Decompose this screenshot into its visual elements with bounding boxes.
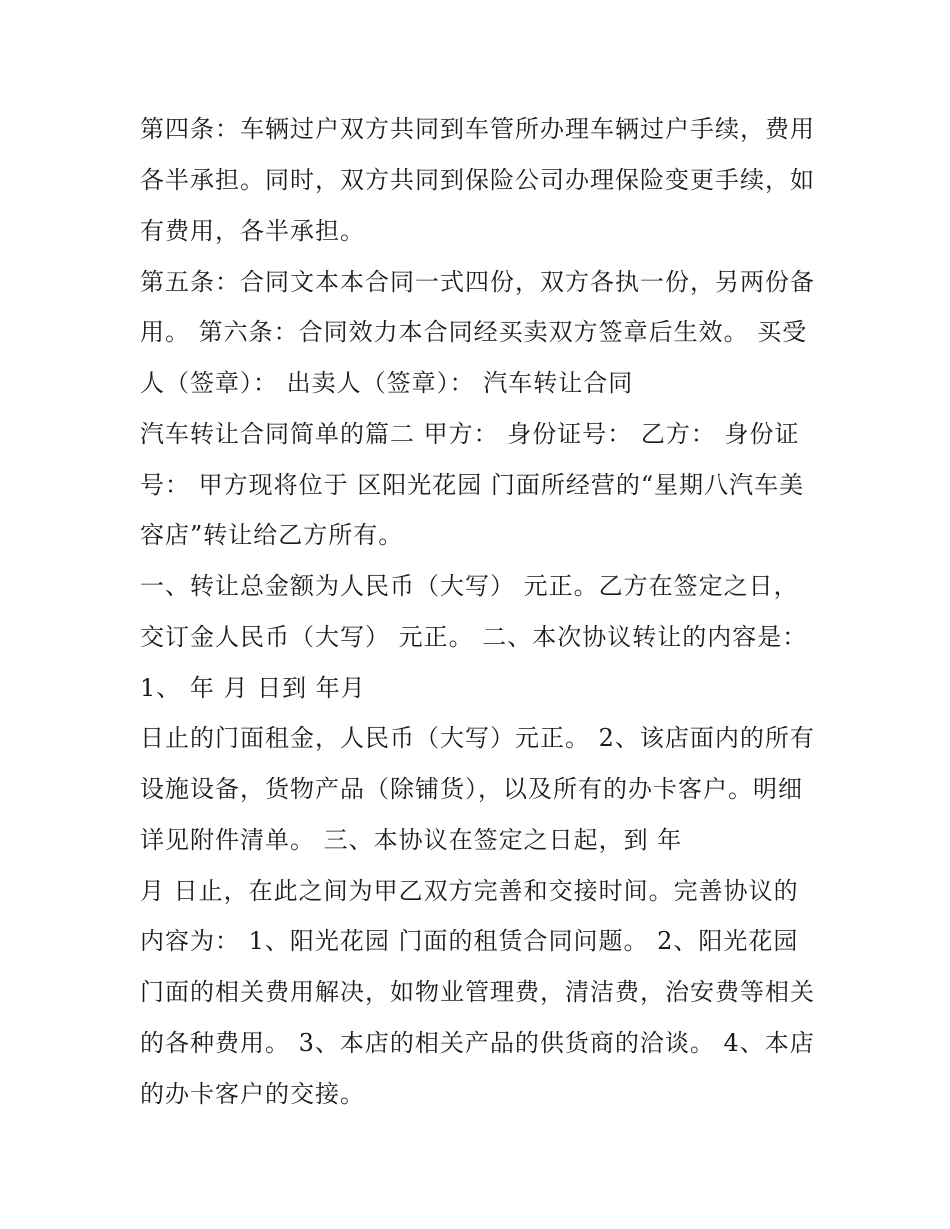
text-line: 的办卡客户的交接。: [140, 1080, 365, 1108]
text-line: 一、转让总金额为人民币（大写） 元正。乙方在签定之日，: [140, 572, 799, 600]
text-line: 日止的门面租金，人民币（大写）元正。 2、该店面内的所有: [140, 724, 815, 752]
text-line: 内容为： 1、阳光花园 门面的租赁合同问题。 2、阳光花园: [140, 927, 799, 955]
text-line: 1、 年 月 日到 年月: [140, 674, 366, 702]
text-line: 第四条：车辆过户双方共同到车管所办理车辆过户手续，费用: [140, 115, 815, 143]
text-line: 人（签章）： 出卖人（签章）： 汽车转让合同: [140, 369, 634, 397]
text-line: 设施设备，货物产品（除铺货），以及所有的办卡客户。明细: [140, 775, 803, 803]
text-line: 有费用，各半承担。: [140, 217, 365, 245]
text-line: 汽车转让合同简单的篇二 甲方： 身份证号： 乙方： 身份证: [140, 420, 800, 448]
text-line: 号： 甲方现将位于 区阳光花园 门面所经营的“星期八汽车美: [140, 471, 805, 499]
text-line: 的各种费用。 3、本店的相关产品的供货商的洽谈。 4、本店: [140, 1029, 815, 1057]
text-line: 各半承担。同时，双方共同到保险公司办理保险变更手续，如: [140, 166, 815, 194]
text-line: 详见附件清单。 三、本协议在签定之日起，到 年: [140, 826, 683, 854]
text-line: 用。 第六条：合同效力本合同经买卖双方签章后生效。 买受: [140, 318, 808, 346]
text-line: 门面的相关费用解决，如物业管理费，清洁费，治安费等相关: [140, 978, 815, 1006]
text-line: 月 日止，在此之间为甲乙双方完善和交接时间。完善协议的: [140, 877, 799, 905]
text-line: 第五条：合同文本本合同一式四份，双方各执一份，另两份备: [140, 268, 815, 296]
text-line: 容店”转让给乙方所有。: [140, 521, 404, 549]
text-line: 交订金人民币（大写） 元正。 二、本次协议转让的内容是：: [140, 623, 808, 651]
